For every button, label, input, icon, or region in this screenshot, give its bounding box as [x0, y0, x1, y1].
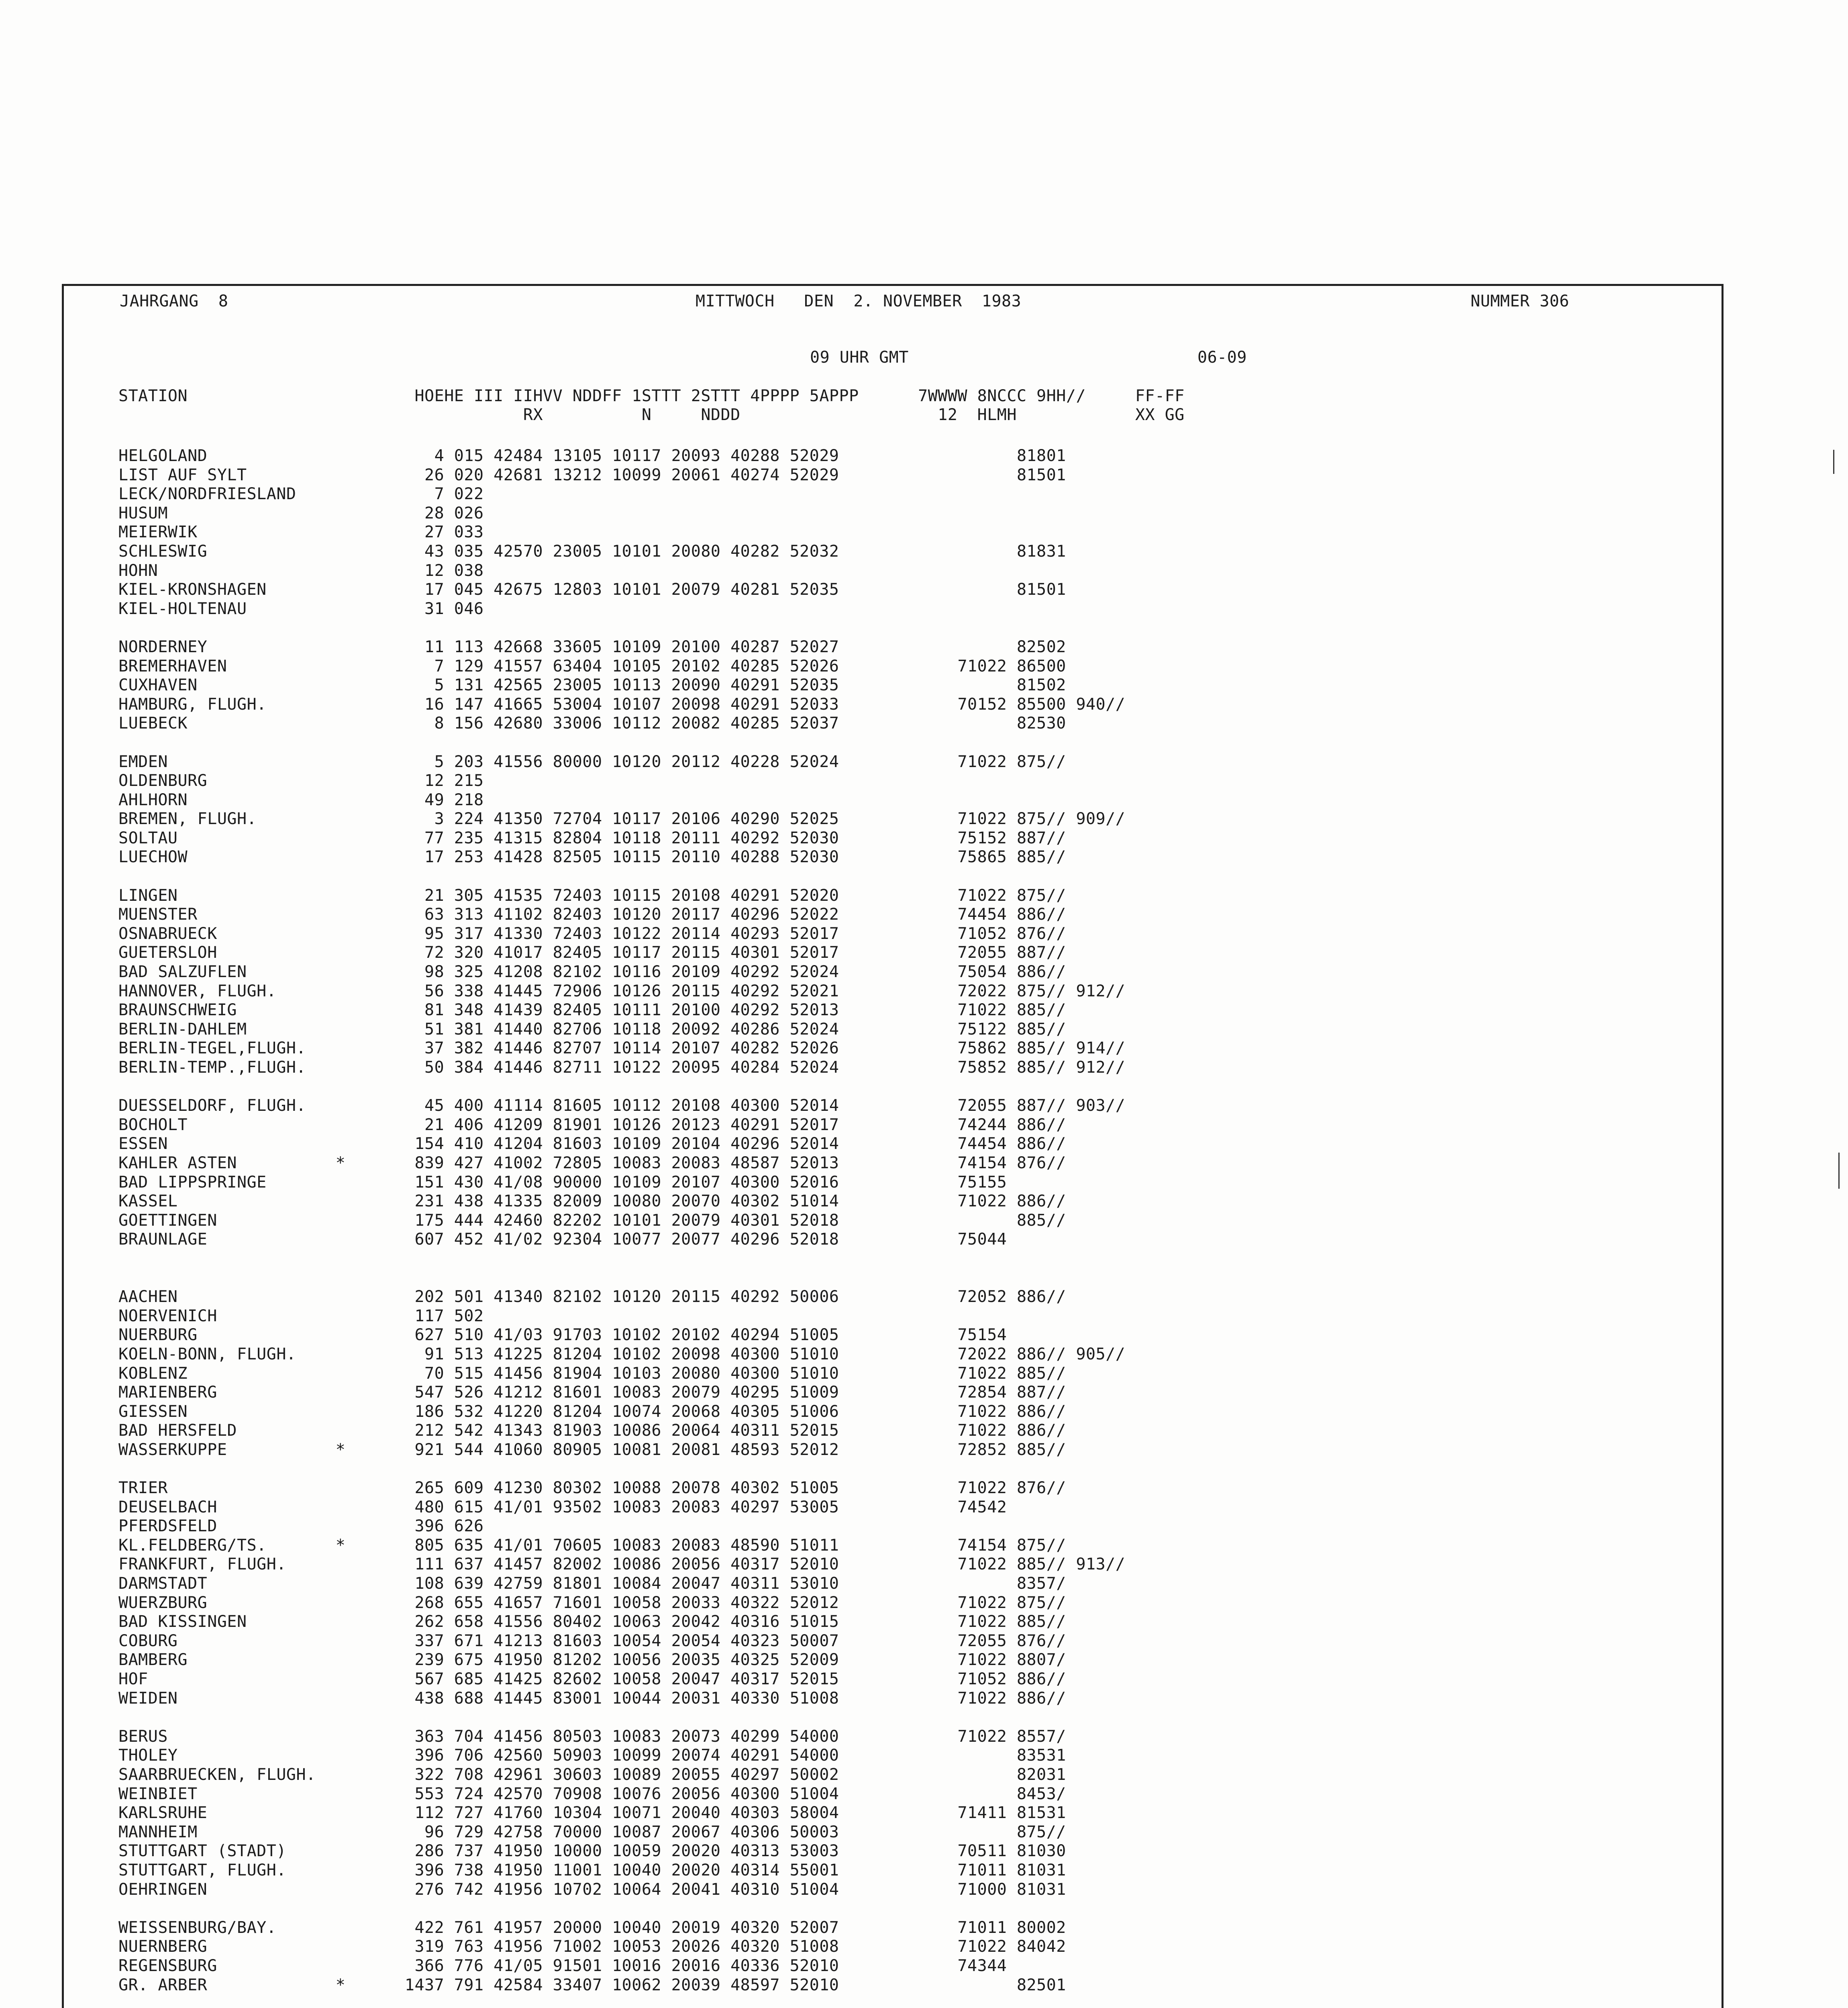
station-row: BRAUNSCHWEIG 81 348 41439 82405 10111 20100 40292 52013 71022 885// [118, 1001, 1066, 1020]
station-row: BERLIN-TEGEL,FLUGH. 37 382 41446 82707 10114 20107 40282 52026 75862 885// 914// [118, 1039, 1126, 1058]
group-spacer [118, 867, 1273, 886]
station-row: WEISSENBURG/BAY. 422 761 41957 20000 10040 20019 40320 52007 71011 80002 [118, 1918, 1066, 1937]
station-row: BRAUNLAGE 607 452 41/02 92304 10077 20077 40296 52018 75044 [118, 1230, 1007, 1249]
station-row: WASSERKUPPE * 921 544 41060 80905 10081 20081 48593 52012 72852 885// [118, 1440, 1066, 1459]
station-row: GR. ARBER * 1437 791 42584 33407 10062 20039 48597 52010 82501 [118, 1975, 1066, 1994]
station-row: OEHRINGEN 276 742 41956 10702 10064 20041 40310 51004 71000 81031 [118, 1880, 1066, 1899]
station-row: NOERVENICH 117 502 [118, 1306, 484, 1325]
scan-mark [1838, 1153, 1840, 1189]
station-row: BERLIN-TEMP.,FLUGH. 50 384 41446 82711 10122 20095 40284 52024 75852 885// 912// [118, 1058, 1126, 1077]
station-row: LECK/NORDFRIESLAND 7 022 [118, 485, 484, 504]
group-spacer [118, 618, 1273, 638]
station-row: BREMEN, FLUGH. 3 224 41350 72704 10117 20106 40290 52025 71022 875// 909// [118, 810, 1126, 829]
station-row: EMDEN 5 203 41556 80000 10120 20112 40228 52024 71022 875// [118, 752, 1066, 771]
group-spacer [118, 1899, 1273, 1918]
station-row: LUECHOW 17 253 41428 82505 10115 20110 40288 52030 75865 885// [118, 848, 1066, 867]
issue-date: MITTWOCH DEN 2. NOVEMBER 1983 [696, 292, 1022, 310]
station-row: MARIENBERG 547 526 41212 81601 10083 20079 40295 51009 72854 887// [118, 1383, 1066, 1402]
station-row: TRIER 265 609 41230 80302 10088 20078 40302 51005 71022 876// [118, 1479, 1066, 1498]
station-row: AACHEN 202 501 41340 82102 10120 20115 40292 50006 72052 886// [118, 1288, 1066, 1306]
station-row: HOF 567 685 41425 82602 10058 20047 40317 52015 71052 886// [118, 1670, 1066, 1688]
station-table [118, 447, 1273, 2008]
station-row: CUXHAVEN 5 131 42565 23005 10113 20090 40291 52035 81502 [118, 676, 1066, 695]
station-row: HAMBURG, FLUGH. 16 147 41665 53004 10107 20098 40291 52033 70152 85500 940// [118, 695, 1126, 714]
station-row: STUTTGART, FLUGH. 396 738 41950 11001 10040 20020 40314 55001 71011 81031 [118, 1861, 1066, 1879]
station-row: MUENSTER 63 313 41102 82403 10120 20117 40296 52022 74454 886// [118, 905, 1066, 924]
volume-label: JAHRGANG 8 [120, 292, 228, 310]
station-row: KASSEL 231 438 41335 82009 10080 20070 40302 51014 71022 886// [118, 1192, 1066, 1211]
scan-mark [1833, 450, 1834, 474]
station-row: NORDERNEY 11 113 42668 33605 10109 20100 40287 52027 82502 [118, 637, 1066, 656]
group-spacer [118, 733, 1273, 753]
station-row: REGENSBURG 366 776 41/05 91501 10016 20016 40336 52010 74344 [118, 1956, 1007, 1975]
station-row: GIESSEN 186 532 41220 81204 10074 20068 40305 51006 71022 886// [118, 1402, 1066, 1421]
station-row: HANNOVER, FLUGH. 56 338 41445 72906 10126 20115 40292 52021 72022 875// 912// [118, 982, 1126, 1000]
station-row: PFERDSFELD 396 626 [118, 1517, 484, 1536]
station-row: KIEL-HOLTENAU 31 046 [118, 599, 484, 618]
station-row: KOELN-BONN, FLUGH. 91 513 41225 81204 10102 20098 40300 51010 72022 886// 905// [118, 1345, 1126, 1363]
group-spacer [118, 1459, 1273, 1479]
station-row: OSNABRUECK 95 317 41330 72403 10122 20114 40293 52017 71052 876// [118, 924, 1066, 943]
station-row: WEIDEN 438 688 41445 83001 10044 20031 40330 51008 71022 886// [118, 1689, 1066, 1708]
station-row: NUERBURG 627 510 41/03 91703 10102 20102 40294 51005 75154 [118, 1326, 1007, 1345]
station-row: COBURG 337 671 41213 81603 10054 20054 40323 50007 72055 876// [118, 1631, 1066, 1650]
station-row: HUSUM 28 026 [118, 504, 484, 522]
station-row: WEINBIET 553 724 42570 70908 10076 20056 40300 51004 8453/ [118, 1784, 1066, 1803]
column-header-line-1: STATION HOEHE III IIHVV NDDFF 1STTT 2STTT 4PPPP 5APPP 7WWWW 8NCCC 9HH// FF-FF [118, 387, 1185, 405]
station-row: BAD KISSINGEN 262 658 41556 80402 10063 20042 40316 51015 71022 885// [118, 1612, 1066, 1631]
station-row: FRANKFURT, FLUGH. 111 637 41457 82002 10086 20056 40317 52010 71022 885// 913// [118, 1555, 1126, 1574]
group-spacer [118, 1269, 1273, 1288]
station-row: BAD HERSFELD 212 542 41343 81903 10086 20064 40311 52015 71022 886// [118, 1421, 1066, 1440]
station-row: LUEBECK 8 156 42680 33006 10112 20082 40285 52037 82530 [118, 714, 1066, 733]
station-row: AHLHORN 49 218 [118, 790, 484, 809]
station-row: BAD SALZUFLEN 98 325 41208 82102 10116 20109 40292 52024 75054 886// [118, 963, 1066, 982]
station-row: KARLSRUHE 112 727 41760 10304 10071 20040 40303 58004 71411 81531 [118, 1804, 1066, 1822]
station-row: MANNHEIM 96 729 42758 70000 10087 20067 40306 50003 875// [118, 1822, 1066, 1841]
station-row: SCHLESWIG 43 035 42570 23005 10101 20080 40282 52032 81831 [118, 542, 1066, 561]
station-row: LIST AUF SYLT 26 020 42681 13212 10099 20061 40274 52029 81501 [118, 465, 1066, 484]
group-spacer [118, 1708, 1273, 1727]
station-row: BAD LIPPSPRINGE 151 430 41/08 90000 10109 20107 40300 52016 75155 [118, 1173, 1007, 1192]
station-row: HELGOLAND 4 015 42484 13105 10117 20093 40288 52029 81801 [118, 447, 1066, 465]
station-row: KAHLER ASTEN * 839 427 41002 72805 10083 20083 48587 52013 74154 876// [118, 1153, 1066, 1172]
group-spacer [118, 1249, 1273, 1269]
station-row: WUERZBURG 268 655 41657 71601 10058 20033 40322 52012 71022 875// [118, 1593, 1066, 1612]
station-row: KL.FELDBERG/TS. * 805 635 41/01 70605 10083 20083 48590 51011 74154 875// [118, 1536, 1066, 1555]
station-row: DEUSELBACH 480 615 41/01 93502 10083 20083 40297 53005 74542 [118, 1498, 1007, 1516]
station-row: LINGEN 21 305 41535 72403 10115 20108 40291 52020 71022 875// [118, 886, 1066, 905]
station-row: BOCHOLT 21 406 41209 81901 10126 20123 40291 52017 74244 886// [118, 1115, 1066, 1134]
station-row: HOHN 12 038 [118, 561, 484, 580]
station-row: OLDENBURG 12 215 [118, 771, 484, 790]
station-row: BERUS 363 704 41456 80503 10083 20073 40299 54000 71022 8557/ [118, 1727, 1066, 1746]
observation-period: 06-09 [1197, 348, 1247, 367]
station-row: THOLEY 396 706 42560 50903 10099 20074 40291 54000 83531 [118, 1746, 1066, 1765]
station-row: SOLTAU 77 235 41315 82804 10118 20111 40292 52030 75152 887// [118, 829, 1066, 847]
station-row: KOBLENZ 70 515 41456 81904 10103 20080 40300 51010 71022 885// [118, 1364, 1066, 1383]
group-spacer [118, 1995, 1273, 2008]
group-spacer [118, 1077, 1273, 1097]
station-row: GUETERSLOH 72 320 41017 82405 10117 20115 40301 52017 72055 887// [118, 943, 1066, 962]
station-row: NUERNBERG 319 763 41956 71002 10053 20026 40320 51008 71022 84042 [118, 1937, 1066, 1956]
station-row: GOETTINGEN 175 444 42460 82202 10101 20079 40301 52018 885// [118, 1211, 1066, 1230]
station-row: STUTTGART (STADT) 286 737 41950 10000 10059 20020 40313 53003 70511 81030 [118, 1842, 1066, 1861]
station-row: BERLIN-DAHLEM 51 381 41440 82706 10118 20092 40286 52024 75122 885// [118, 1020, 1066, 1039]
station-row: KIEL-KRONSHAGEN 17 045 42675 12803 10101 20079 40281 52035 81501 [118, 580, 1066, 599]
station-row: DARMSTADT 108 639 42759 81801 10084 20047 40311 53010 8357/ [118, 1574, 1066, 1593]
station-row: DUESSELDORF, FLUGH. 45 400 41114 81605 10112 20108 40300 52014 72055 887// 903// [118, 1096, 1126, 1115]
station-row: SAARBRUECKEN, FLUGH. 322 708 42961 30603 10089 20055 40297 50002 82031 [118, 1765, 1066, 1784]
issue-number: NUMMER 306 [1471, 292, 1569, 310]
station-row: BAMBERG 239 675 41950 81202 10056 20035 40325 52009 71022 8807/ [118, 1651, 1066, 1669]
observation-time: 09 UHR GMT [810, 348, 909, 367]
station-row: BREMERHAVEN 7 129 41557 63404 10105 20102 40285 52026 71022 86500 [118, 657, 1066, 675]
station-row: MEIERWIK 27 033 [118, 523, 484, 542]
column-header-line-2: RX N NDDD 12 HLMH XX GG [118, 406, 1185, 424]
station-row: ESSEN 154 410 41204 81603 10109 20104 40296 52014 74454 886// [118, 1135, 1066, 1153]
